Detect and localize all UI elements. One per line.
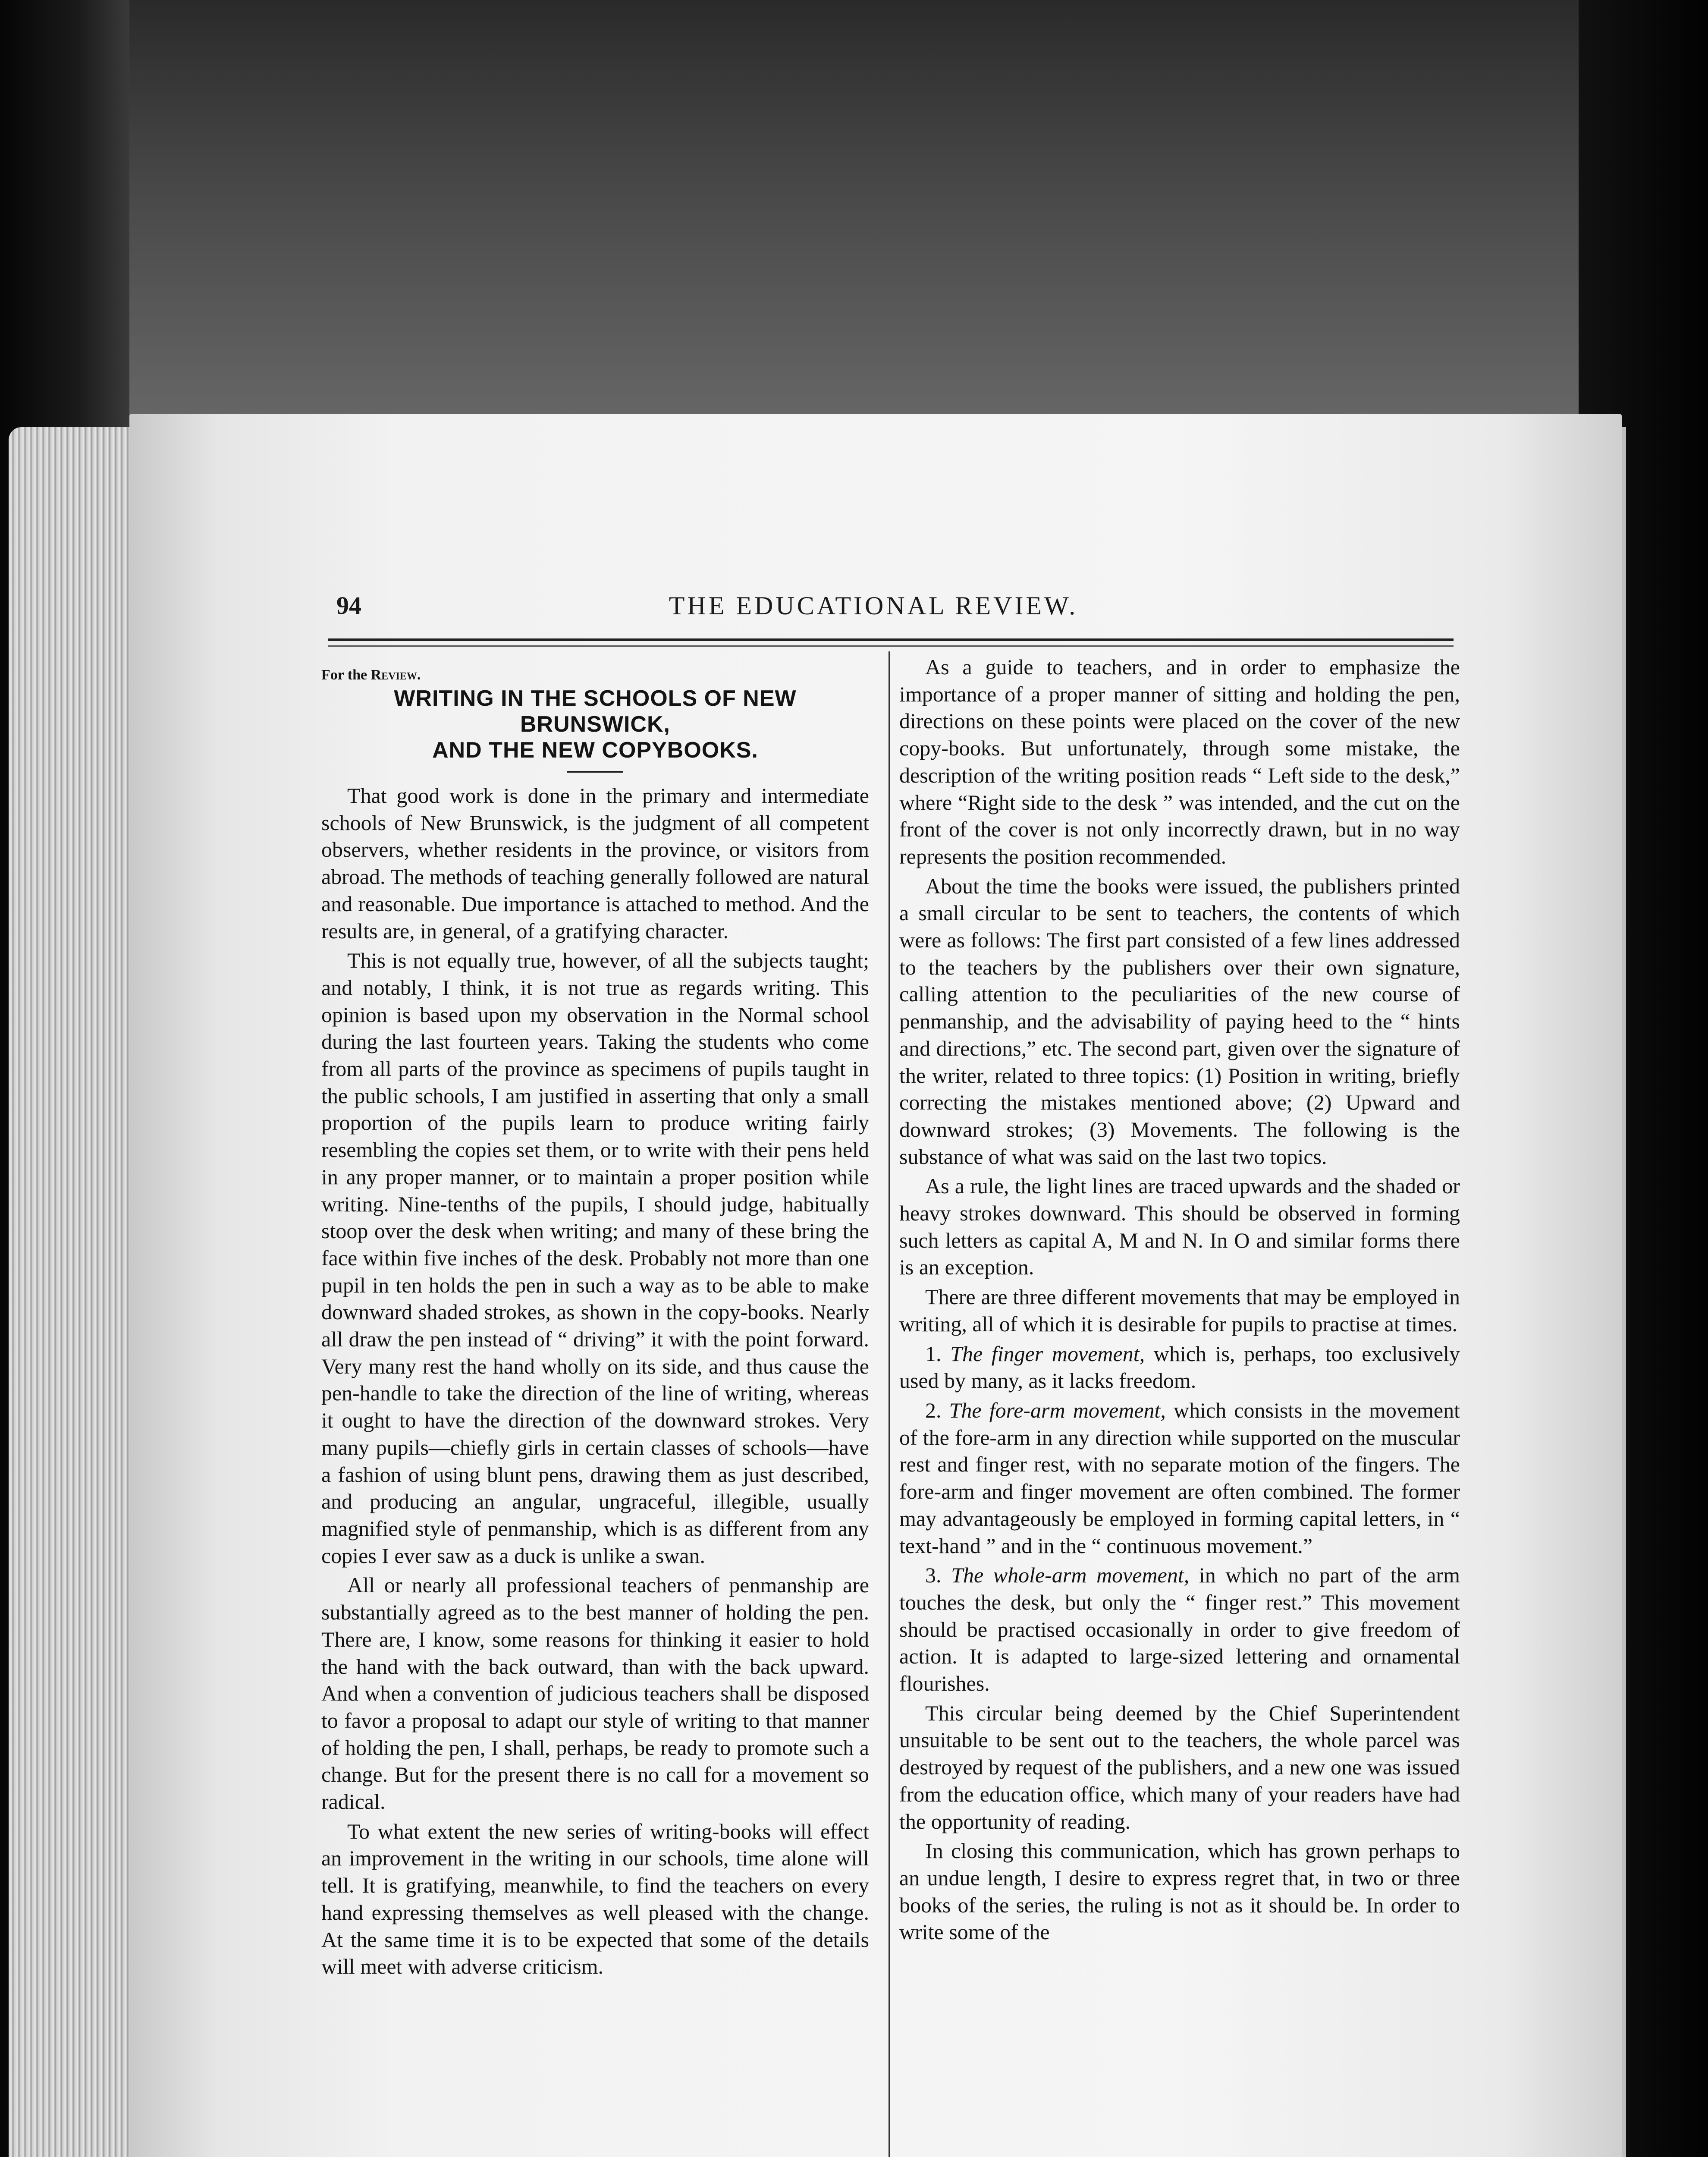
paragraph: In closing this communication, which has grown perhaps to an undue length, I desire to express regret that, in two or three books of the series, the ruling is not as it should be. In order to write some of the [899,1839,1460,1944]
article-title-line-2: AND THE NEW COPYBOOKS. [432,738,758,763]
item-text: which consists in the movement of the fore-arm in any direction while supported on the muscular rest and finger rest, with no separate motion of the fingers. The fore-arm and finger movement are often combined. The former may advantageously be employed in forming capital letters, in “ text-hand ” and in the “ continuous movement.” [899,1398,1460,1558]
numbered-paragraph [899,1397,1460,1559]
column-divider [889,651,890,2157]
numbered-paragraph [899,1562,1460,1697]
book-page-edges [9,427,138,2157]
item-term: The whole-arm movement, [951,1563,1190,1588]
running-title: THE EDUCATIONAL REVIEW. [669,591,1078,620]
article-credit [321,667,869,684]
right-column [899,654,1460,1946]
item-term: The fore-arm movement, [949,1398,1166,1422]
paragraph: As a rule, the light lines are traced upwards and the shaded or heavy strokes downward. This should be observed in forming such letters as capital A, M and N. In O and similar forms there is an exception. [899,1174,1460,1280]
credit-source: Review. [370,667,421,683]
header-rule [328,638,1454,641]
item-text: which is, perhaps, too exclusively used by many, as it lacks freedom. [899,1341,1460,1393]
article-title-line-1: WRITING IN THE SCHOOLS OF NEW BRUNSWICK, [394,686,797,737]
paragraph: To what extent the new series of writing-books will effect an improvement in the writing in our schools, time alone will tell. It is gratifying, meanwhile, to find the teachers on every hand expressing themselves as well pleased with the change. At the same time it is to be expected that some of the details will meet with adverse criticism. [321,1819,869,1979]
numbered-paragraph [899,1340,1460,1394]
paragraph: This circular being deemed by the Chief Superintendent unsuitable to be sent out to the teachers, the whole parcel was destroyed by request of the publishers, and a new one was issued from the education office, which many of your readers have had the opportunity of reading. [899,1701,1460,1833]
page-number: 94 [336,591,361,619]
paragraph: This is not equally true, however, of all the subjects taught; and notably, I think, it is not true as regards writing. This opinion is based upon my observation in the Normal school during the last fourteen years. Taking the students who come from all parts of the province as specimens of pupils taught in the public schools, I am justified in asserting that only a small proportion of the pupils learn to produce writing fairly resembling the copies set them, or to write with their pens held in any proper manner, or to maintain a proper position while writing. Nine-tenths of the pupils, I should judge, habitually stoop over the desk when writing; and many of these bring the face within five inches of the desk. Probably not more than one pupil in ten holds the pen in such a way as to be able to make downward shaded strokes, as shown in the copy-books. Nearly all draw the pen instead of “ driving” it with the point forward. Very many rest the hand wholly on its side, and thus cause the pen-handle to take the direction of the line of writing, whereas it ought to have the direction of the downward strokes. Very many pupils—chiefly girls in certain classes of schools—have a fashion of using blunt pens, drawing them as just described, and producing an angular, ungraceful, illegible, usually magnified style of penmanship, which is as different from any copies I ever saw as a duck is unlike a swan. [321,948,869,1568]
item-number: 3. [925,1563,942,1588]
paragraph: About the time the books were issued, the publishers printed a small circular to be sent to teachers, the contents of which were as follows: The first part consisted of a few lines addressed to the teachers by the publishers over their own signature, calling attention to the peculiarities of the new course of penmanship, and the advisability of paying heed to the “ hints and directions,” etc. The second part, given over the signature of the writer, related to three topics: (1) Position in writing, briefly correcting the mistakes mentioned above; (2) Upward and downward strokes; (3) Movements. The following is the substance of what was said on the last two topics. [899,874,1460,1169]
item-text: in which no part of the arm touches the desk, but only the “ finger rest.” This movement should be practised occasionally in order to give freedom of action. It is adapted to large-sized lettering and ornamental flourishes. [899,1563,1460,1696]
paragraph: There are three different movements that may be employed in writing, all of which it is desirable for pupils to practise at times. [899,1285,1460,1336]
left-column [321,667,869,1980]
title-divider [567,771,623,773]
item-number: 2. [925,1398,942,1422]
microfilm-background-top [0,0,1708,449]
item-number: 1. [925,1341,942,1366]
paragraph: All or nearly all professional teachers of penmanship are substantially agreed as to the best manner of holding the pen. There are, I know, some reasons for thinking it easier to hold the hand with the back outward, than with the back upward. And when a convention of judicious teachers shall be disposed to favor a proposal to adapt our style of writing to that manner of holding the pen, I shall, perhaps, be ready to promote such a change. But for the present there is no call for a movement so radical. [321,1573,869,1814]
paragraph: As a guide to teachers, and in order to emphasize the importance of a proper manner of sitting and holding the pen, directions on these points were placed on the cover of the new copy-books. But unfortunately, through some mistake, the description of the writing position reads “ Left side to the desk,” where “Right side to the desk ” was intended, and the cut on the front of the cover is not only incorrectly drawn, but in no way represents the position recommended. [899,655,1460,868]
header-rule-thin [328,645,1454,647]
item-term: The finger movement, [950,1341,1145,1366]
page-header [302,591,1445,630]
credit-prefix: For the [321,667,367,683]
paragraph: That good work is done in the primary and intermediate schools of New Brunswick, is the judgment of all competent observers, whether residents in the province, or visitors from abroad. The methods of teaching generally followed are natural and reasonable. Due importance is attached to method. And the results are, in general, of a gratifying character. [321,783,869,943]
